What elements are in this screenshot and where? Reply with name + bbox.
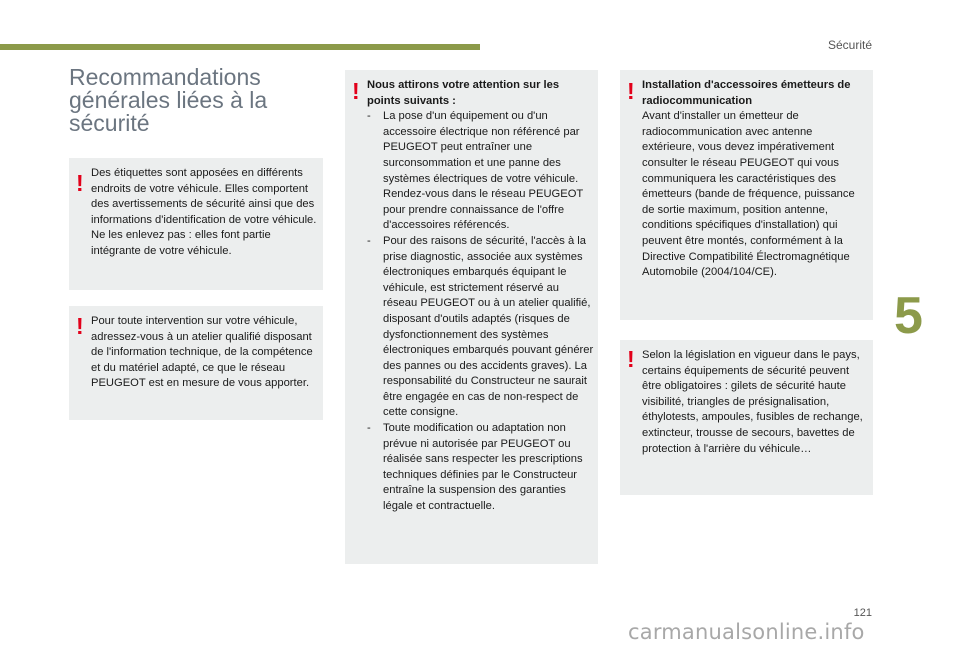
warning-box-workshop [69, 306, 323, 420]
points-list [367, 109, 594, 514]
exclamation-mark-icon: ! [76, 170, 84, 196]
points-heading: Nous attirons votre attention sur les points suivants : [367, 79, 560, 107]
list-item: - Pour des raisons de sécurité, l'accès à la prise diagnostic, associée aux systèmes électroniques embarqués équipant le véhicule, est strictement réservé au réseau PEUGEOT ou à un atelier qualifié, disposant d'outils adaptés (risques de dysfonctionnement des systèmes électroniques embarqués pouvant générer des pannes ou des accidents graves). La responsabilité du Constructeur ne saurait être engagée en cas de non-respect de cette consigne. [367, 234, 594, 419]
warning-box-labels [69, 158, 323, 290]
radio-heading: Installation d'accessoires émetteurs de radiocommunication [642, 79, 851, 107]
warning-box-points [345, 70, 598, 564]
workshop-warning-text: Pour toute intervention sur votre véhicule, adressez-vous à un atelier qualifié disposant de l'information technique, de la compétence et du matériel adapté, ce que le réseau PEUGEOT est en mesure de vous apporter. [91, 315, 313, 390]
list-item: - La pose d'un équipement ou d'un accessoire électrique non référencé par PEUGEOT peut entraîner une surconsommation et une panne des systèmes électriques de votre véhicule. Rendez-vous dans le réseau PEUGEOT pour prendre connaissance de l'offre d'accessoires référencés. [367, 110, 584, 232]
exclamation-mark-icon: ! [352, 78, 360, 104]
equipment-text: Selon la législation en vigueur dans le pays, certains équipements de sécurité peuvent être obligatoires : gilets de sécurité haute visibilité, triangles de présignalisation, éthylotests, ampoules, fusibles de rechange, extincteur, trousse de secours, bavettes de protection à l'arrière du véhicule… [642, 349, 863, 455]
labels-warning-text: Des étiquettes sont apposées en différents endroits de votre véhicule. Elles comportent des avertissements de sécurité ainsi que des informations d'identification de votre véhicule. Ne les enlevez pas : elles font partie intégrante de votre véhicule. [91, 167, 317, 257]
header-accent-bar [0, 44, 480, 50]
list-item: - Toute modification ou adaptation non prévue ni autorisée par PEUGEOT ou réalisée sans respecter les prescriptions techniques définies par le Constructeur entraîne la suspension des garanties légale et contractuelle. [367, 422, 583, 513]
exclamation-mark-icon: ! [627, 78, 635, 104]
page-title: Recommandations générales liées à la sécurité [69, 64, 268, 136]
exclamation-mark-icon: ! [76, 313, 84, 339]
warning-box-radio [620, 70, 873, 320]
section-title: Sécurité [827, 38, 872, 52]
radio-text: Avant d'installer un émetteur de radiocommunication avec antenne extérieure, vous devez impérativement consulter le réseau PEUGEOT qui vous communiquera les caractéristiques des émetteurs (bande de fréquence, puissance de sortie maximum, position antenne, conditions spécifiques d'installation) qui peuvent être montés, conformément à la Directive Compatibilité Électromagnétique Automobile (2004/104/CE). [642, 110, 855, 279]
chapter-number: 5 [894, 287, 923, 345]
page-number: 121 [853, 607, 872, 619]
watermark: carmanualsonline.info [628, 620, 865, 644]
warning-box-equipment [620, 340, 873, 495]
exclamation-mark-icon: ! [627, 346, 635, 372]
